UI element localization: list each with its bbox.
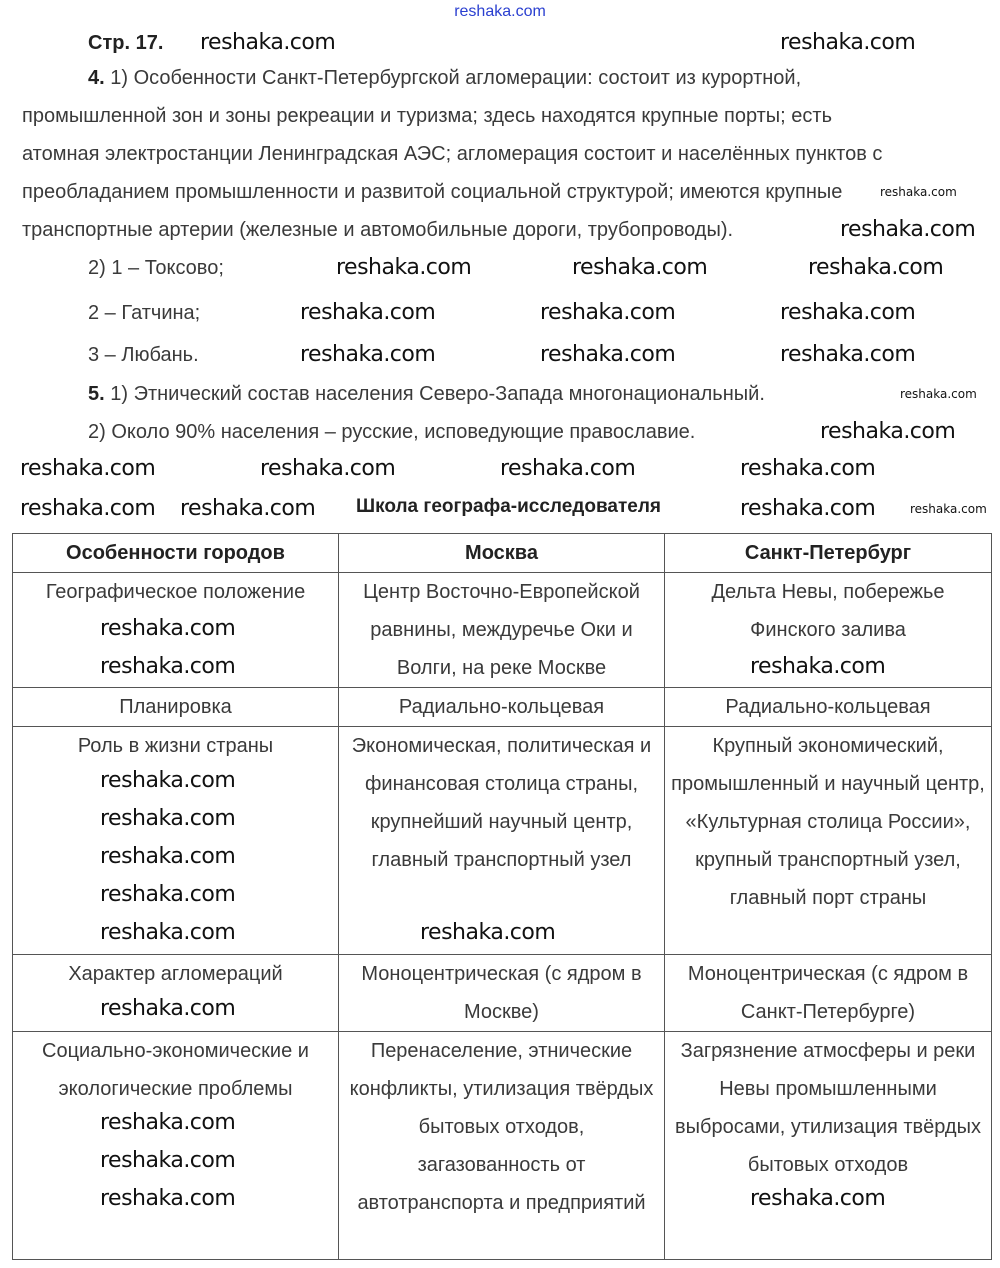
watermark: reshaka.com [740, 456, 876, 481]
task5-text: 1) Этнический состав населения Северо-Запада многонациональный. [110, 383, 765, 405]
table-caption: Школа географа-исследователя [356, 496, 661, 517]
watermark: reshaka.com [750, 1186, 886, 1211]
watermark: reshaka.com [740, 496, 876, 521]
watermark: reshaka.com [100, 654, 236, 679]
table-cell: Загрязнение атмосферы и реки Невы промышленными выбросами, утилизация твёрдых бытовых отходов [665, 1032, 992, 1260]
header-cell: Санкт-Петербург [665, 534, 992, 573]
task4-line: атомная электростанции Ленинградская АЭС; агломерация состоит и населённых пунктов с [22, 143, 883, 165]
table-cell: Моноцентрическая (с ядром в Москве) [339, 955, 665, 1032]
watermark: reshaka.com [100, 1186, 236, 1211]
table-cell: Социально-экономические и экологические проблемы [13, 1032, 339, 1260]
watermark: reshaka.com [750, 654, 886, 679]
table-cell: Радиально-кольцевая [665, 688, 992, 727]
watermark: reshaka.com [500, 456, 636, 481]
watermark: reshaka.com [336, 255, 472, 280]
table-header-row [13, 534, 992, 573]
watermark: reshaka.com [820, 419, 956, 444]
table-cell: Центр Восточно-Европейской равнины, междуречье Оки и Волги, на реке Москве [339, 573, 665, 688]
watermark: reshaka.com [300, 300, 436, 325]
watermark: reshaka.com [780, 300, 916, 325]
task5-line [88, 382, 765, 406]
watermark: reshaka.com [100, 920, 236, 945]
table-cell: Дельта Невы, побережье Финского залива [665, 573, 992, 688]
watermark: reshaka.com [100, 768, 236, 793]
watermark: reshaka.com [260, 456, 396, 481]
watermark: reshaka.com [100, 996, 236, 1021]
table-cell: Моноцентрическая (с ядром в Санкт-Петербурге) [665, 955, 992, 1032]
header-cell: Особенности городов [13, 534, 339, 573]
task5-line: 2) Около 90% населения – русские, исповедующие православие. [88, 421, 696, 443]
task4-line: промышленной зон и зоны рекреации и туризма; здесь находятся крупные порты; есть [22, 105, 832, 127]
watermark: reshaka.com [100, 1110, 236, 1135]
task4-item: 2 – Гатчина; [88, 302, 201, 324]
table-cell: Крупный экономический, промышленный и научный центр, «Культурная столица России», крупный транспортный узел, главный порт страны [665, 727, 992, 955]
watermark: reshaka.com [880, 185, 957, 199]
task4-number: 4. [88, 67, 105, 89]
watermark: reshaka.com [910, 502, 987, 516]
table-cell: Характер агломераций [13, 955, 339, 1032]
watermark: reshaka.com [20, 496, 156, 521]
watermark: reshaka.com [100, 844, 236, 869]
page-label: Стр. 17. [88, 32, 164, 54]
table-row [13, 1032, 992, 1260]
task4-line: преобладанием промышленности и развитой социальной структурой; имеются крупные [22, 181, 843, 203]
table-cell: Экономическая, политическая и финансовая столица страны, крупнейший научный центр, главный транспортный узел [339, 727, 665, 955]
watermark: reshaka.com [100, 882, 236, 907]
table-cell: Перенаселение, этнические конфликты, утилизация твёрдых бытовых отходов, загазованность от автотранспорта и предприятий [339, 1032, 665, 1260]
watermark: reshaka.com [180, 496, 316, 521]
watermark: reshaka.com [20, 456, 156, 481]
site-watermark: reshaka.com [454, 3, 546, 20]
watermark: reshaka.com [100, 616, 236, 641]
table-cell: Географическое положение [13, 573, 339, 688]
watermark: reshaka.com [100, 806, 236, 831]
watermark: reshaka.com [900, 387, 977, 401]
watermark: reshaka.com [780, 342, 916, 367]
task4-line [88, 66, 801, 90]
watermark: reshaka.com [808, 255, 944, 280]
task5-number: 5. [88, 383, 105, 405]
table-cell: Планировка [13, 688, 339, 727]
watermark: reshaka.com [300, 342, 436, 367]
watermark: reshaka.com [540, 300, 676, 325]
watermark: reshaka.com [420, 920, 556, 945]
table-cell: Роль в жизни страны [13, 727, 339, 955]
watermark: reshaka.com [572, 255, 708, 280]
watermark: reshaka.com [200, 30, 336, 55]
task4-item: 2) 1 – Токсово; [88, 257, 224, 279]
watermark: reshaka.com [840, 217, 976, 242]
task4-line: транспортные артерии (железные и автомобильные дороги, трубопроводы). [22, 219, 734, 241]
task4-text: 1) Особенности Санкт-Петербургской агломерации: состоит из курортной, [110, 67, 802, 89]
table-cell: Радиально-кольцевая [339, 688, 665, 727]
task4-item: 3 – Любань. [88, 344, 199, 366]
watermark: reshaka.com [780, 30, 916, 55]
watermark: reshaka.com [540, 342, 676, 367]
header-cell: Москва [339, 534, 665, 573]
watermark: reshaka.com [100, 1148, 236, 1173]
table-row [13, 688, 992, 727]
